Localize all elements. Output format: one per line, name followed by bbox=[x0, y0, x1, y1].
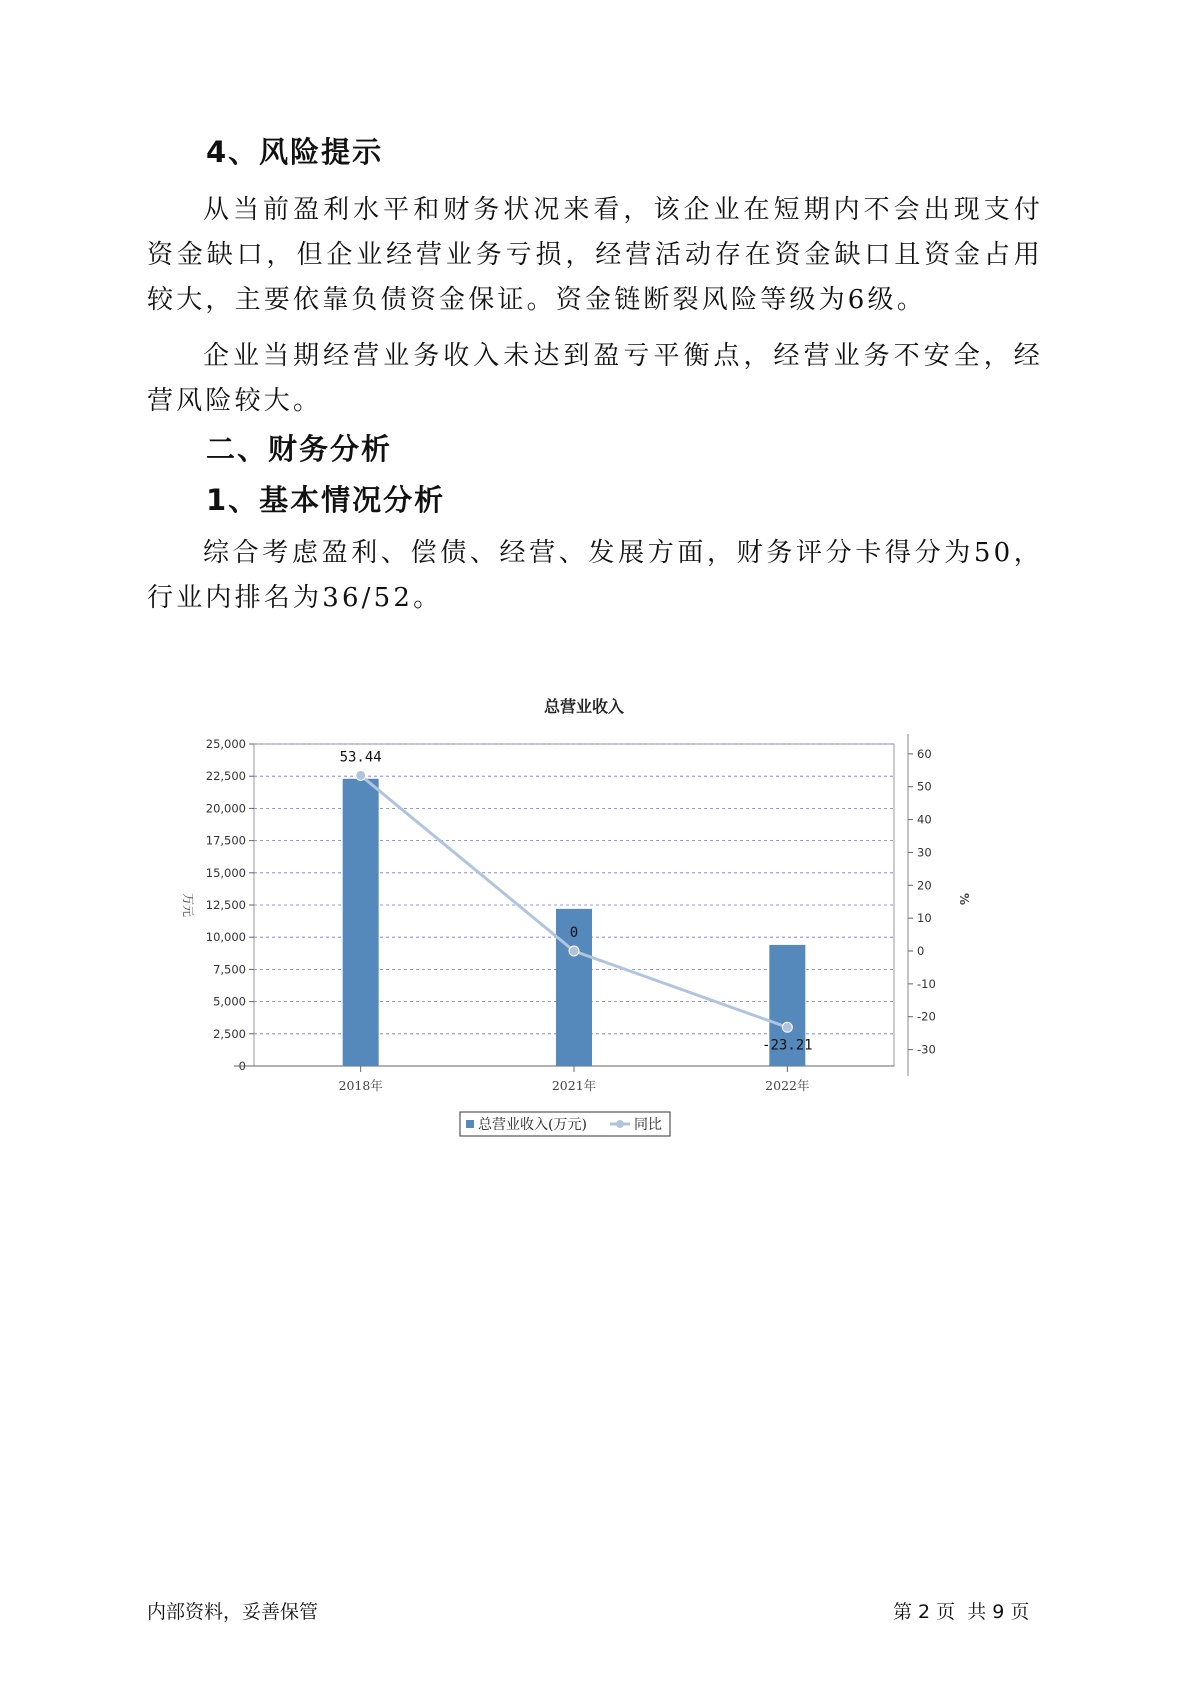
y2-tick-label: 50 bbox=[917, 779, 932, 794]
y-tick-label: 2,500 bbox=[213, 1026, 246, 1041]
legend-swatch-revenue bbox=[466, 1120, 474, 1128]
revenue-chart bbox=[170, 690, 990, 1150]
legend-marker-yoy bbox=[616, 1120, 624, 1128]
risk-heading: 4、风险提示 bbox=[206, 135, 384, 169]
y2-tick-label: 40 bbox=[917, 812, 932, 827]
x-tick-label: 2018年 bbox=[338, 1078, 383, 1093]
legend-label-revenue: 总营业收入(万元) bbox=[478, 1117, 587, 1133]
y-tick-label: 22,500 bbox=[205, 769, 246, 784]
y2-tick-label: -20 bbox=[917, 1009, 936, 1024]
financial-analysis-heading: 二、财务分析 bbox=[206, 432, 393, 466]
y2-tick-label: 0 bbox=[917, 944, 925, 958]
y2-tick-label: -30 bbox=[917, 1042, 936, 1057]
y-tick-label: 5,000 bbox=[213, 994, 246, 1009]
y2-tick-label: -10 bbox=[917, 976, 936, 991]
y-tick-label: 7,500 bbox=[213, 962, 246, 977]
footer-left: 内部资料，妥善保管 bbox=[147, 1601, 319, 1623]
yoy-point bbox=[569, 946, 579, 956]
basic-analysis-subheading: 1、基本情况分析 bbox=[206, 483, 446, 517]
revenue-bar bbox=[343, 779, 379, 1066]
y2-axis-label: % bbox=[957, 892, 971, 906]
yoy-data-label: 53.44 bbox=[339, 749, 382, 766]
y2-tick-label: 30 bbox=[917, 845, 932, 860]
y2-tick-label: 20 bbox=[917, 878, 932, 893]
risk-paragraph-2: 企业当期经营业务收入未达到盈亏平衡点，经营业务不安全，经营风险较大。 bbox=[147, 341, 1043, 416]
y-tick-label: 0 bbox=[238, 1059, 246, 1073]
y2-tick-label: 10 bbox=[917, 911, 932, 926]
y-tick-label: 12,500 bbox=[205, 898, 246, 912]
y-tick-label: 17,500 bbox=[205, 833, 246, 848]
basic-analysis-paragraph: 综合考虑盈利、偿债、经营、发展方面，财务评分卡得分为50，行业内排名为36/52。 bbox=[147, 538, 1043, 613]
x-tick-label: 2021年 bbox=[551, 1078, 597, 1093]
y2-tick-label: 60 bbox=[917, 746, 932, 761]
yoy-data-label: 0 bbox=[569, 925, 579, 941]
y-tick-label: 10,000 bbox=[205, 930, 246, 945]
risk-paragraph-1: 从当前盈利水平和财务状况来看，该企业在短期内不会出现支付资金缺口，但企业经营业务亏损，经营活动存在资金缺口且资金占用较大，主要依靠负债资金保证。资金链断裂风险等级为6级。 bbox=[147, 195, 1043, 315]
footer-right: 第 2 页 共 9 页 bbox=[893, 1601, 1030, 1623]
revenue-chart-svg bbox=[170, 690, 990, 1150]
legend-label-yoy: 同比 bbox=[634, 1117, 662, 1133]
x-tick-label: 2022年 bbox=[765, 1078, 810, 1093]
yoy-data-label: -23.21 bbox=[762, 1037, 813, 1054]
y-axis-label: 万元 bbox=[181, 892, 195, 918]
y-tick-label: 25,000 bbox=[205, 737, 246, 751]
yoy-point bbox=[782, 1022, 792, 1032]
y-tick-label: 15,000 bbox=[205, 865, 246, 880]
yoy-point bbox=[356, 770, 366, 780]
y-tick-label: 20,000 bbox=[205, 801, 246, 816]
chart-title: 总营业收入 bbox=[543, 697, 625, 716]
